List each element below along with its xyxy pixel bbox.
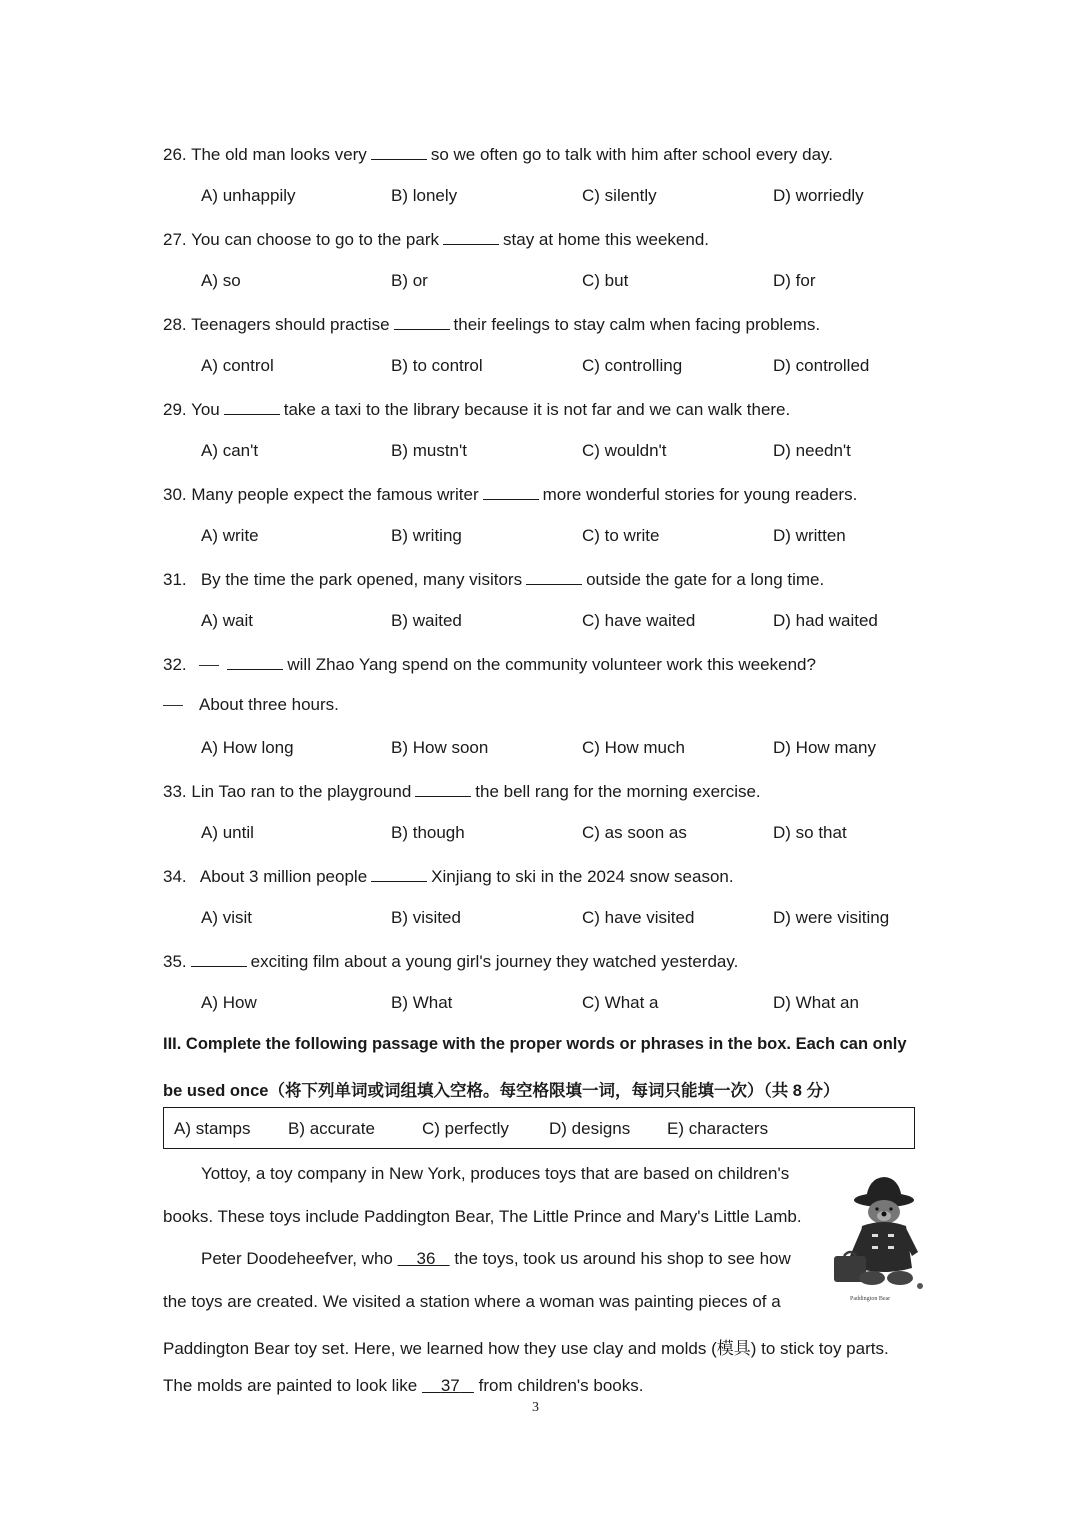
dialogue-dash <box>163 705 183 706</box>
option-d[interactable]: D) had waited <box>773 611 878 630</box>
answer-blank[interactable] <box>483 483 539 500</box>
options-29 <box>201 441 941 465</box>
option-a[interactable]: A) How <box>201 993 257 1012</box>
option-d[interactable]: D) worriedly <box>773 186 864 205</box>
blank-36[interactable]: 36 <box>416 1249 436 1268</box>
option-c[interactable]: C) have visited <box>582 908 695 927</box>
answer-blank[interactable] <box>526 568 582 585</box>
option-c[interactable]: C) to write <box>582 526 660 545</box>
word-option-e: E) characters <box>667 1119 769 1138</box>
word-box <box>163 1107 915 1149</box>
options-27 <box>201 271 941 295</box>
answer-blank[interactable] <box>443 228 499 245</box>
passage-line: the toys are created. We visited a station where a woman was painting pieces of a <box>163 1292 781 1311</box>
word-option-b: B) accurate <box>288 1119 375 1138</box>
option-a[interactable]: A) can't <box>201 441 259 460</box>
options-35 <box>201 993 941 1017</box>
option-b[interactable]: B) lonely <box>391 186 458 205</box>
option-a[interactable]: A) until <box>201 823 254 842</box>
answer-blank[interactable] <box>371 865 427 882</box>
question-32: 32. will Zhao Yang spend on the community volunteer work this weekend? <box>163 655 816 674</box>
passage-line: Peter Doodeheefver, who 36 the toys, took us around his shop to see how <box>201 1249 791 1268</box>
option-c[interactable]: C) How much <box>582 738 685 757</box>
option-a[interactable]: A) unhappily <box>201 186 296 205</box>
option-d[interactable]: D) How many <box>773 738 876 757</box>
word-option-d: D) designs <box>549 1119 631 1138</box>
answer-blank[interactable] <box>371 143 427 160</box>
word-option-c: C) perfectly <box>422 1119 509 1138</box>
question-34: 34. About 3 million people Xinjiang to ski in the 2024 snow season. <box>163 867 734 886</box>
option-c[interactable]: C) wouldn't <box>582 441 667 460</box>
option-d[interactable]: D) were visiting <box>773 908 890 927</box>
option-b[interactable]: B) though <box>391 823 465 842</box>
answer-blank[interactable] <box>191 950 247 967</box>
option-c[interactable]: C) as soon as <box>582 823 687 842</box>
option-d[interactable]: D) for <box>773 271 816 290</box>
answer-blank[interactable] <box>415 780 471 797</box>
question-30: 30. Many people expect the famous writer more wonderful stories for young readers. <box>163 485 858 504</box>
passage-line: books. These toys include Paddington Bear, The Little Prince and Mary's Little Lamb. <box>163 1207 802 1226</box>
option-a[interactable]: A) control <box>201 356 274 375</box>
options-32 <box>201 738 941 762</box>
paddington-bear-image <box>828 1172 940 1312</box>
question-32-reply: About three hours. <box>163 695 339 715</box>
question-35: 35. exciting film about a young girl's journey they watched yesterday. <box>163 952 739 971</box>
option-d[interactable]: D) written <box>773 526 846 545</box>
options-28 <box>201 356 941 380</box>
answer-blank[interactable] <box>227 653 283 670</box>
answer-blank[interactable] <box>394 313 450 330</box>
section-3-heading: III. Complete the following passage with the proper words or phrases in the box. Each can only <box>163 1035 907 1053</box>
option-c[interactable]: C) silently <box>582 186 657 205</box>
question-28: 28. Teenagers should practise their feelings to stay calm when facing problems. <box>163 315 821 334</box>
image-caption: Paddington Bear <box>850 1296 891 1302</box>
option-d[interactable]: D) What an <box>773 993 859 1012</box>
option-a[interactable]: A) write <box>201 526 259 545</box>
question-29: 29. You take a taxi to the library because it is not far and we can walk there. <box>163 400 791 419</box>
option-d[interactable]: D) controlled <box>773 356 870 375</box>
passage-line: The molds are painted to look like 37 from children's books. <box>163 1376 644 1395</box>
question-33: 33. Lin Tao ran to the playground the bell rang for the morning exercise. <box>163 782 761 801</box>
option-c[interactable]: C) but <box>582 271 629 290</box>
option-b[interactable]: B) writing <box>391 526 462 545</box>
option-b[interactable]: B) to control <box>391 356 483 375</box>
option-b[interactable]: B) visited <box>391 908 461 927</box>
options-30 <box>201 526 941 550</box>
question-27: 27. You can choose to go to the park stay at home this weekend. <box>163 230 710 249</box>
passage-line: Paddington Bear toy set. Here, we learned how they use clay and molds (模具) to stick toy parts. <box>163 1339 889 1358</box>
page-number: 3 <box>532 1400 539 1415</box>
option-a[interactable]: A) wait <box>201 611 253 630</box>
dialogue-dash <box>199 665 219 666</box>
option-b[interactable]: B) waited <box>391 611 462 630</box>
option-d[interactable]: D) so that <box>773 823 847 842</box>
option-d[interactable]: D) needn't <box>773 441 851 460</box>
question-31: 31. By the time the park opened, many visitors outside the gate for a long time. <box>163 570 825 589</box>
options-31 <box>201 611 941 635</box>
question-26: 26. The old man looks very so we often go to talk with him after school every day. <box>163 145 834 164</box>
word-option-a: A) stamps <box>174 1119 251 1138</box>
option-a[interactable]: A) How long <box>201 738 294 757</box>
option-c[interactable]: C) What a <box>582 993 659 1012</box>
section-3-heading-line2: be used once（将下列单词或词组填入空格。每空格限填一词，每词只能填一次）（共 8 分） <box>163 1082 840 1100</box>
option-a[interactable]: A) visit <box>201 908 252 927</box>
option-c[interactable]: C) controlling <box>582 356 683 375</box>
options-33 <box>201 823 941 847</box>
blank-37[interactable]: 37 <box>440 1376 460 1395</box>
answer-blank[interactable] <box>224 398 280 415</box>
option-a[interactable]: A) so <box>201 271 241 290</box>
option-b[interactable]: B) mustn't <box>391 441 467 460</box>
option-b[interactable]: B) How soon <box>391 738 489 757</box>
passage-line: Yottoy, a toy company in New York, produces toys that are based on children's <box>201 1164 790 1183</box>
options-34 <box>201 908 941 932</box>
paddington-bear-icon <box>828 1172 940 1312</box>
option-b[interactable]: B) What <box>391 993 453 1012</box>
options-26 <box>201 186 941 210</box>
option-c[interactable]: C) have waited <box>582 611 696 630</box>
option-b[interactable]: B) or <box>391 271 428 290</box>
